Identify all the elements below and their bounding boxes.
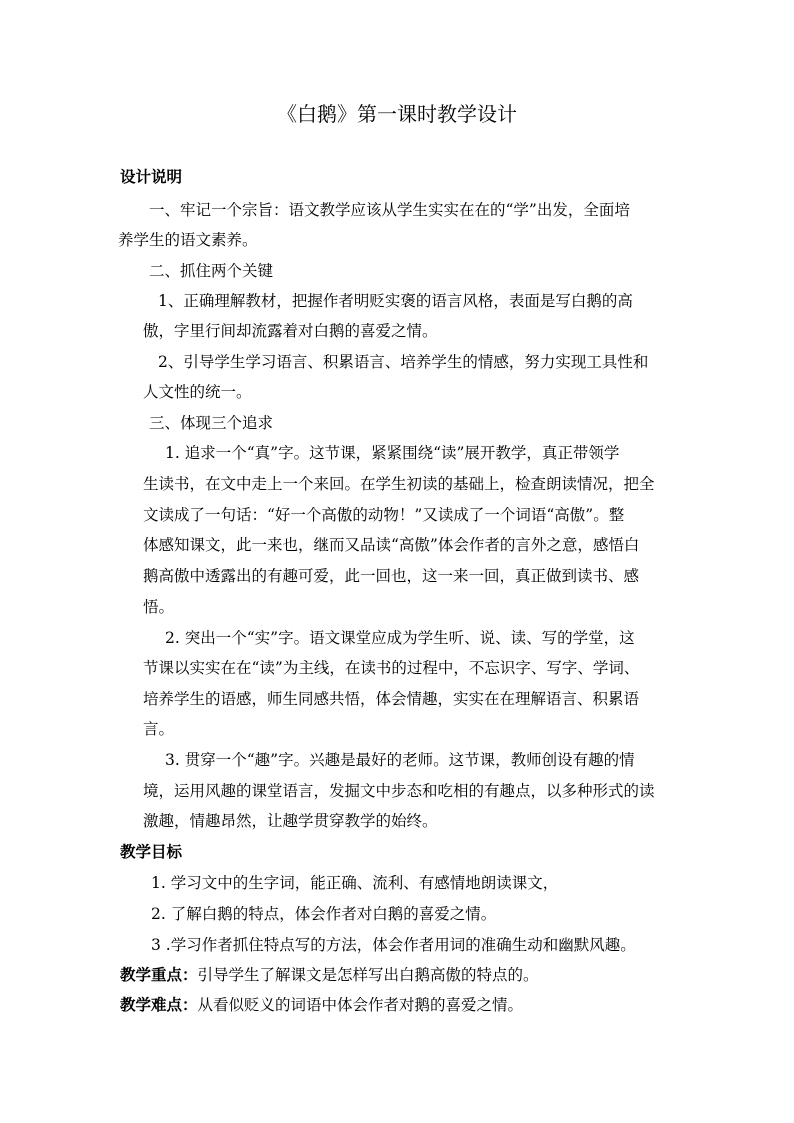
goals-heading: 教学目标 bbox=[120, 842, 183, 861]
paragraph-line: 养学生的语文素养。 bbox=[118, 231, 258, 249]
paragraph-line: 2、引导学生学习语言、积累语言、培养学生的情感，努力实现工具性和 bbox=[158, 353, 649, 371]
paragraph-line: 1、正确理解教材，把握作者明贬实褒的语言风格，表面是写白鹅的高 bbox=[158, 292, 633, 310]
paragraph-line: 傲，字里行间却流露着对白鹅的喜爱之情。 bbox=[143, 322, 438, 340]
difficulty-text: 从看似贬义的词语中体会作者对鹅的喜爱之情。 bbox=[197, 996, 524, 1014]
key-point-label: 教学重点： bbox=[120, 965, 198, 984]
paragraph-line: 体感知课文，此一来也，继而又品读“高傲”体会作者的言外之意，感悟白 bbox=[143, 536, 640, 554]
paragraph-line: 悟。 bbox=[143, 598, 175, 616]
section-heading: 二、抓住两个关键 bbox=[149, 262, 274, 280]
goal-item: 2. 了解白鹅的特点，体会作者对白鹅的喜爱之情。 bbox=[151, 905, 497, 923]
design-notes-heading: 设计说明 bbox=[120, 167, 183, 186]
paragraph-line: 言。 bbox=[143, 720, 175, 738]
paragraph-line: 节课以实实在在“读”为主线，在读书的过程中，不忘识字、写字、学词、 bbox=[143, 659, 640, 677]
paragraph-line: 鹅高傲中透露出的有趣可爱，此一回也，这一来一回，真正做到读书、感 bbox=[143, 567, 640, 585]
paragraph-line: 3. 贯穿一个“趣”字。兴趣是最好的老师。这节课，教师创设有趣的情 bbox=[165, 751, 635, 769]
paragraph-line: 一、牢记一个宗旨：语文教学应该从学生实实在在的“学”出发，全面培 bbox=[149, 201, 630, 219]
paragraph-line: 人文性的统一。 bbox=[143, 383, 252, 401]
difficulty-label: 教学难点： bbox=[120, 995, 198, 1014]
paragraph-line: 激趣，情趣昂然，让趣学贯穿教学的始终。 bbox=[143, 812, 438, 830]
paragraph-line: 培养学生的语感，师生同感共悟，体会情趣，实实在在理解语言、积累语 bbox=[143, 690, 640, 708]
paragraph-line: 文读成了一句话：“好一个高傲的动物！”又读成了一个词语“高傲”。整 bbox=[143, 506, 625, 524]
document-title: 《白鹅》第一课时教学设计 bbox=[277, 102, 517, 126]
paragraph-line: 境，运用风趣的课堂语言，发掘文中步态和吃相的有趣点，以多种形式的读 bbox=[143, 782, 655, 800]
paragraph-line: 2. 突出一个“实”字。语文课堂应成为学生听、说、读、写的学堂，这 bbox=[165, 629, 635, 647]
key-point bbox=[120, 964, 539, 986]
goal-item: 3 .学习作者抓住特点写的方法，体会作者用词的准确生动和幽默风趣。 bbox=[151, 936, 636, 954]
section-heading: 三、体现三个追求 bbox=[149, 414, 274, 432]
paragraph-line: 生读书，在文中走上一个来回。在学生初读的基础上，检查朗读情况，把全 bbox=[143, 475, 655, 493]
goal-item: 1. 学习文中的生字词，能正确、流利、有感情地朗读课文， bbox=[151, 874, 559, 892]
key-point-text: 引导学生了解课文是怎样写出白鹅高傲的特点的。 bbox=[197, 966, 539, 984]
difficulty-point bbox=[120, 994, 523, 1016]
paragraph-line: 1. 追求一个“真”字。这节课，紧紧围绕“读”展开教学，真正带领学 bbox=[165, 444, 620, 462]
